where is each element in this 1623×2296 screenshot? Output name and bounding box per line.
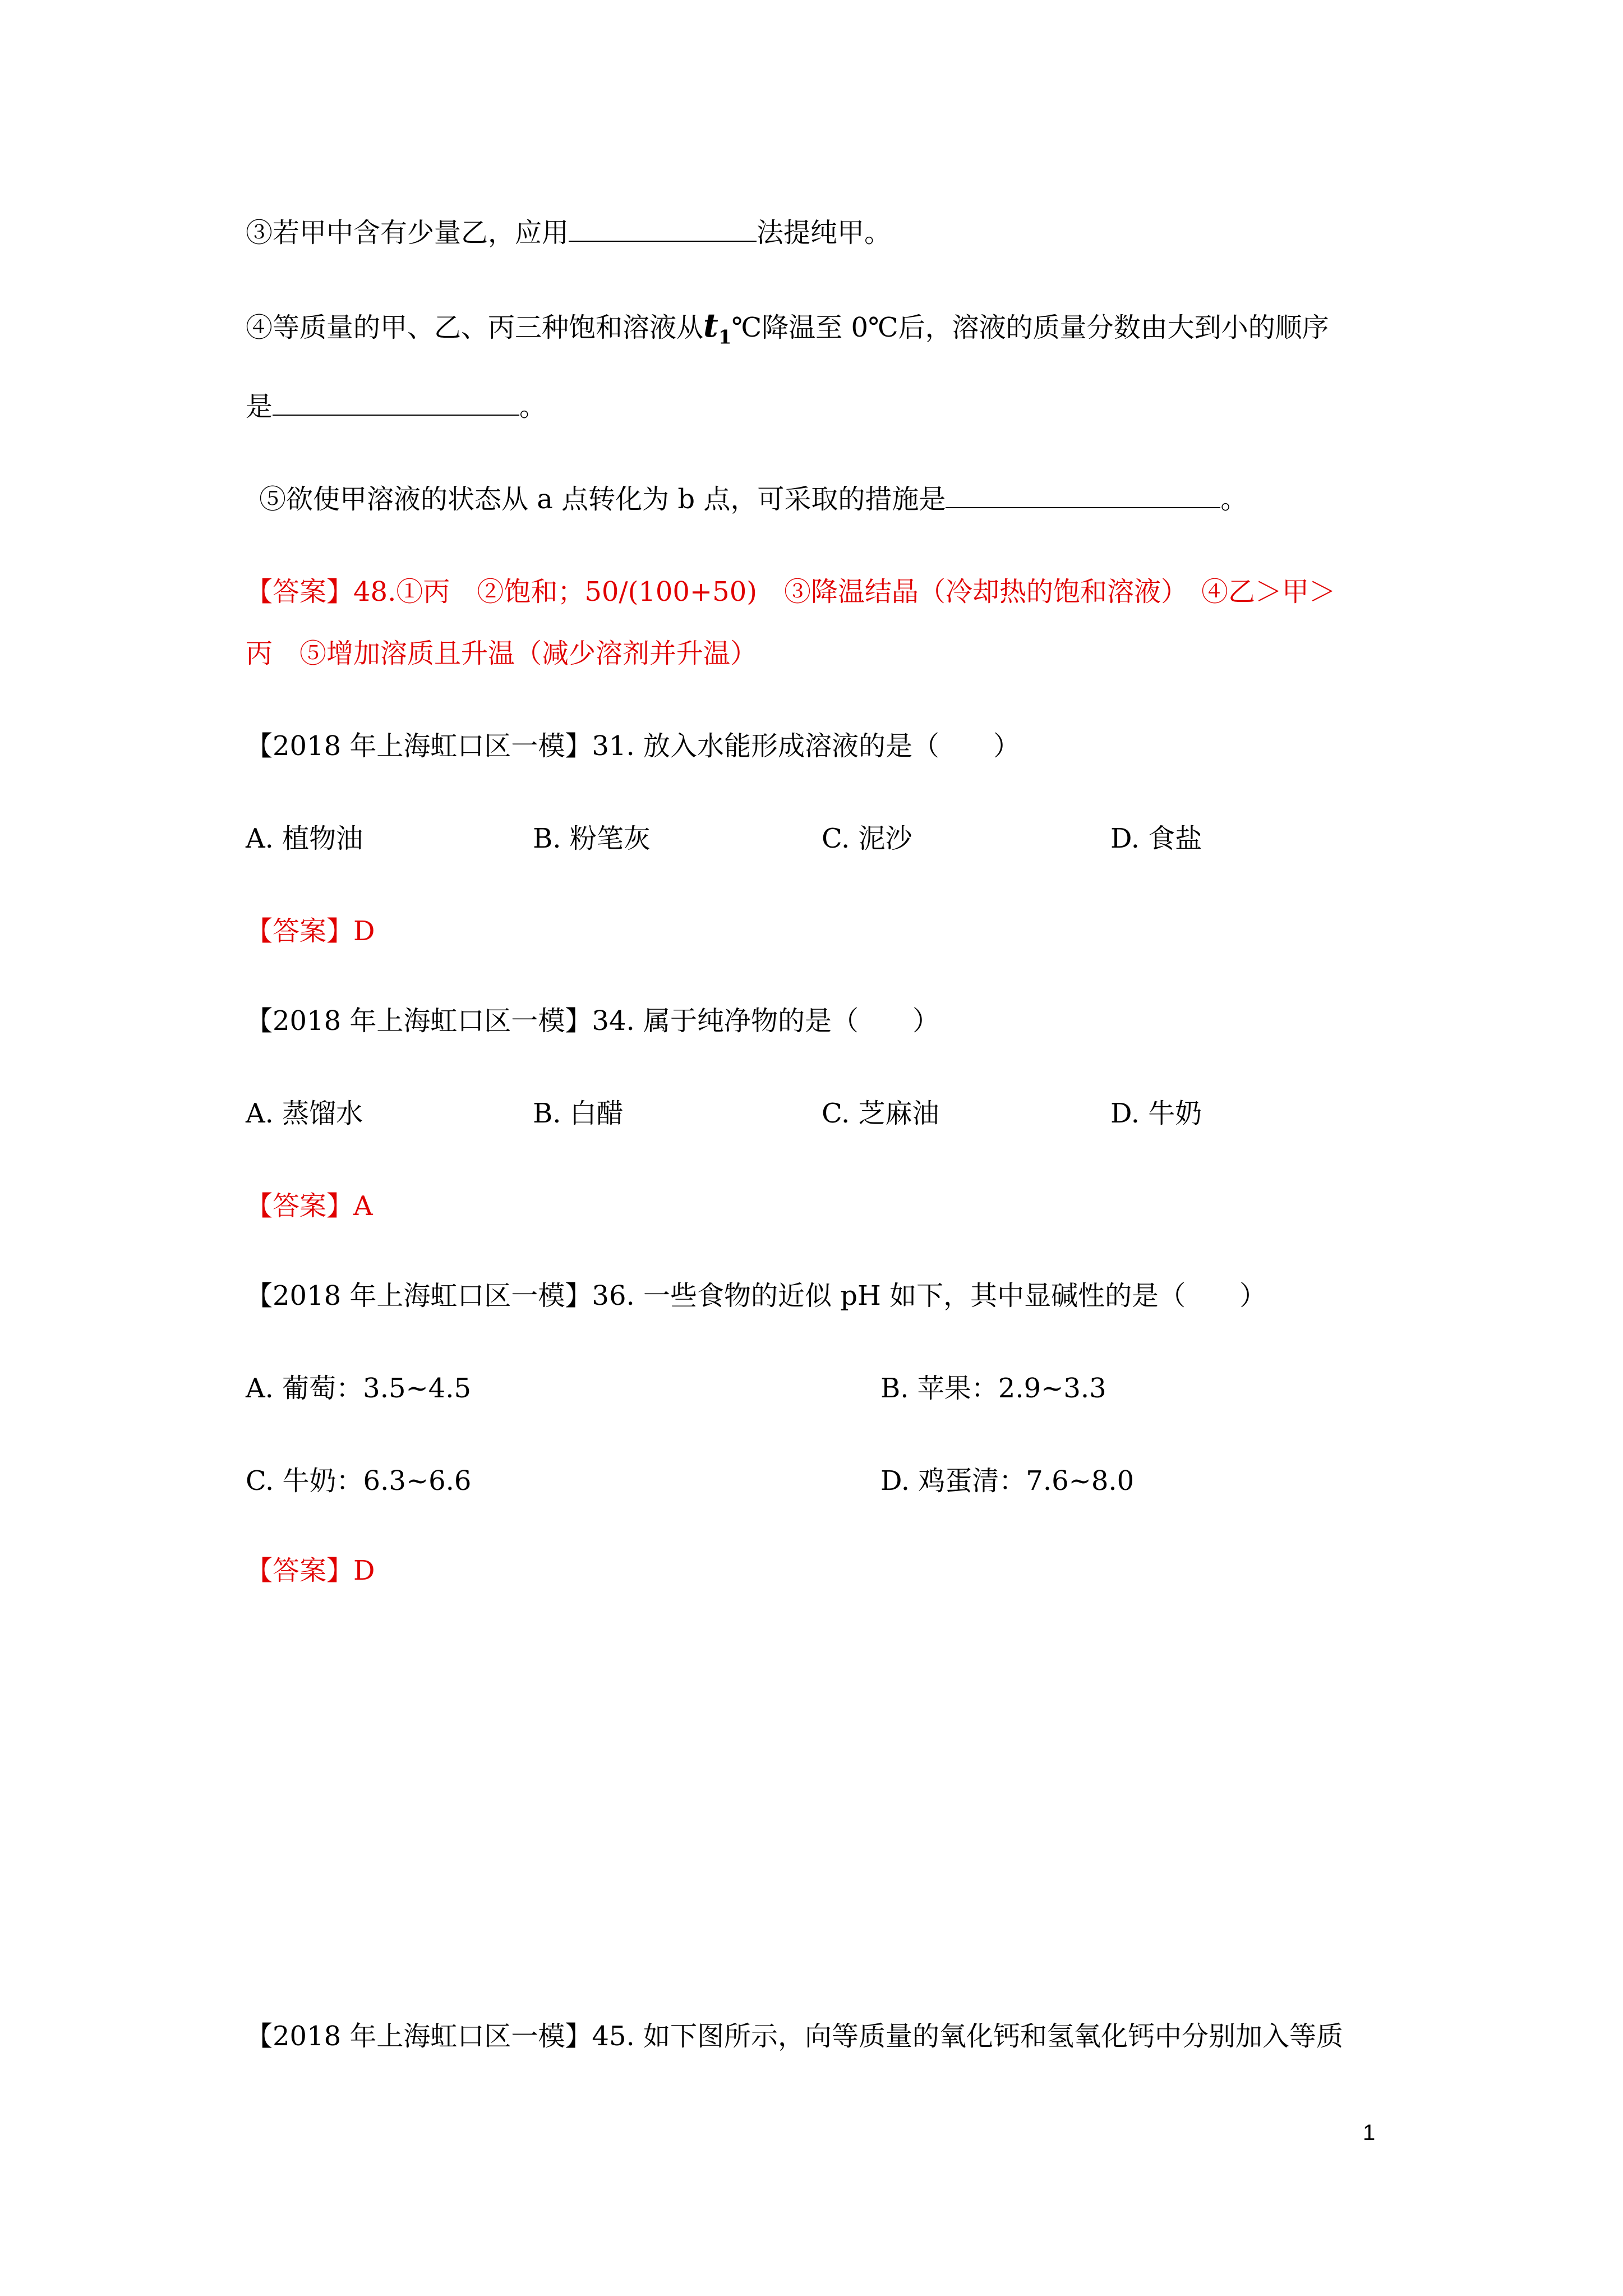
q36-stem: 【2018 年上海虹口区一模】36. 一些食物的近似 pH 如下，其中显碱性的是（ ） [246,1280,1267,1312]
q48-item3-blank [569,216,757,242]
q36-option-a: A. 葡萄：3.5~4.5 [246,1373,472,1404]
q36-option-d: D. 鸡蛋清：7.6~8.0 [880,1465,1135,1497]
q36-option-c: C. 牛奶：6.3~6.6 [246,1465,472,1497]
q36-answer: 【答案】D [246,1555,375,1586]
q31-option-a: A. 植物油 [246,823,363,854]
q48-item4-before: ④等质量的甲、乙、丙三种饱和溶液从 [246,312,704,343]
page-number: 1 [1363,2120,1376,2145]
q34-option-b: B. 白醋 [533,1098,624,1129]
t1-symbol: $t_1$ [703,306,732,349]
q48-item4-line2 [246,390,546,424]
q48-item3-after: 法提纯甲。 [757,217,892,249]
q36-option-b: B. 苹果：2.9~3.3 [880,1373,1106,1404]
q31-option-d: D. 食盐 [1110,823,1202,854]
q48-item4-after: ℃降温至 0℃后，溶液的质量分数由大到小的顺序 [731,312,1329,343]
q48-item4-blank [273,390,519,416]
q48-item3-before: ③若甲中含有少量乙，应用 [246,217,569,249]
q48-item5 [259,482,1247,516]
q31-option-c: C. 泥沙 [822,823,912,854]
q48-item4-line2-after: 。 [519,391,547,422]
q31-stem: 【2018 年上海虹口区一模】31. 放入水能形成溶液的是（ ） [246,730,1021,762]
q34-answer: 【答案】A [246,1190,373,1222]
q48-item5-before: ⑤欲使甲溶液的状态从 a 点转化为 b 点，可采取的措施是 [259,484,946,515]
q48-answer-line2: 丙 ⑤增加溶质且升温（减少溶剂并升温） [246,638,758,669]
q31-option-b: B. 粉笔灰 [533,823,651,854]
q34-stem: 【2018 年上海虹口区一模】34. 属于纯净物的是（ ） [246,1005,940,1037]
q48-answer-line1: 【答案】48.①丙 ②饱和；50/(100+50) ③降温结晶（冷却热的饱和溶液） ④乙＞甲＞ [246,576,1336,608]
q34-option-c: C. 芝麻油 [822,1098,939,1129]
q34-option-a: A. 蒸馏水 [246,1098,363,1129]
q31-answer: 【答案】D [246,915,375,947]
q34-option-d: D. 牛奶 [1110,1098,1202,1129]
q45-stem: 【2018 年上海虹口区一模】45. 如下图所示，向等质量的氧化钙和氢氧化钙中分别加入等质 [246,2021,1344,2052]
q48-item5-after: 。 [1220,484,1248,515]
q48-item5-blank [946,482,1220,508]
q48-item3 [246,216,891,250]
q48-item4-line2-before: 是 [246,391,273,422]
q48-item4 [246,306,1329,355]
